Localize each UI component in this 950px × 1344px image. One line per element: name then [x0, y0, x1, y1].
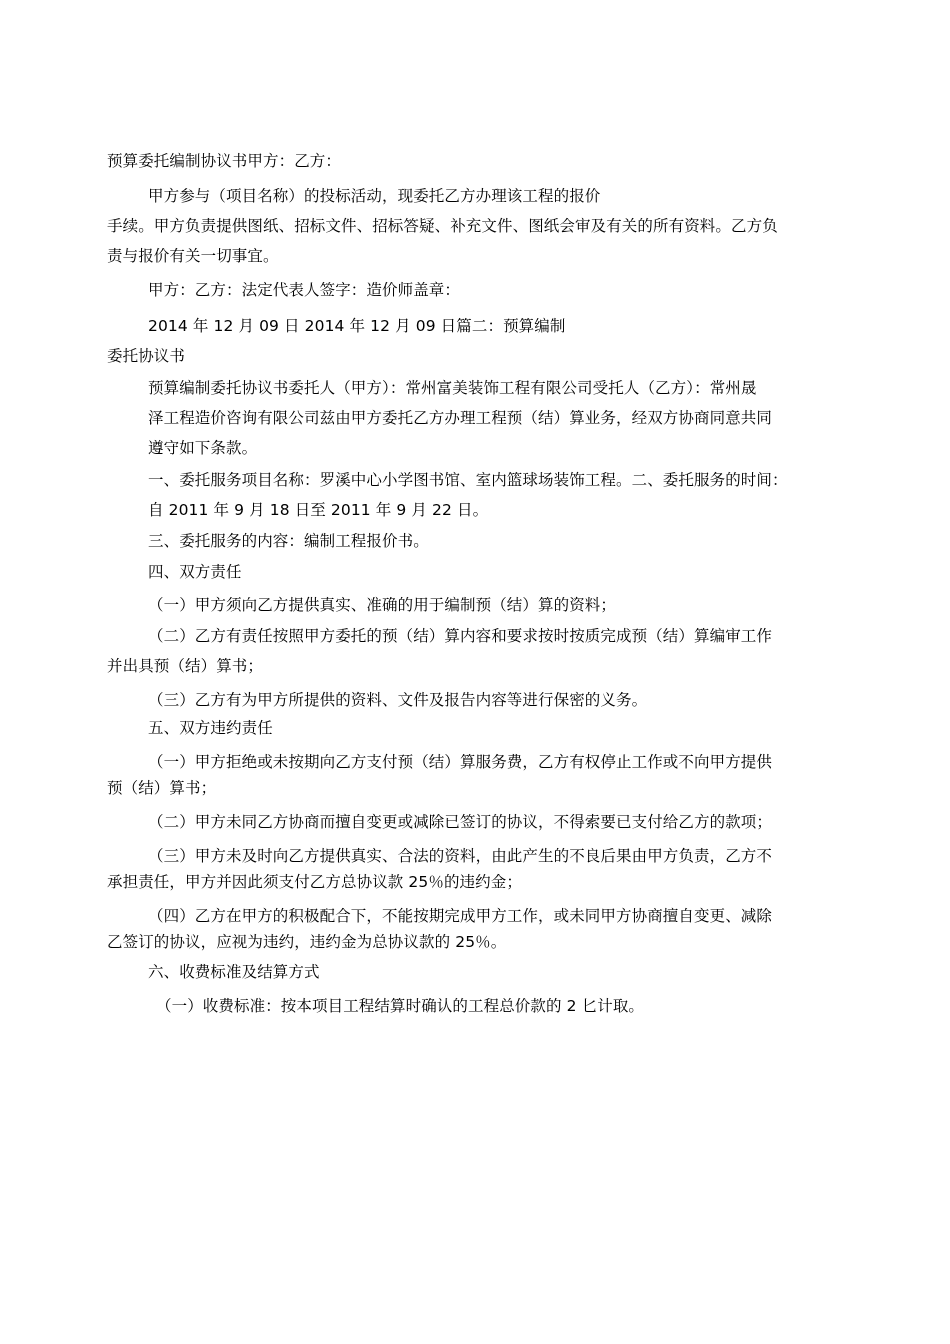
clause-line: 承担责任，甲方并因此须支付乙方总协议款 25％的违约金； [107, 873, 522, 891]
clause-line: 自 2011 年 9 月 18 日至 2011 年 9 月 22 日。 [148, 501, 489, 519]
clause-line: （一）甲方须向乙方提供真实、准确的用于编制预（结）算的资料； [148, 596, 617, 614]
section-heading: 四、双方责任 [148, 563, 242, 581]
section-heading: 六、收费标准及结算方式 [148, 963, 320, 981]
paragraph-line: 手续。甲方负责提供图纸、招标文件、招标答疑、补充文件、图纸会审及有关的所有资料。乙方负 [107, 217, 778, 235]
clause-line: 三、委托服务的内容：编制工程报价书。 [148, 532, 429, 550]
clause-line: 预（结）算书； [107, 779, 217, 797]
clause-line: （三）甲方未及时向乙方提供真实、合法的资料，由此产生的不良后果由甲方负责，乙方不 [148, 847, 773, 865]
clause-line: 乙签订的协议，应视为违约，违约金为总协议款的 25％。 [107, 933, 507, 951]
clause-line: （一）甲方拒绝或未按期向乙方支付预（结）算服务费，乙方有权停止工作或不向甲方提供 [148, 753, 773, 771]
date-line: 2014 年 12 月 09 日 2014 年 12 月 09 日篇二：预算编制 [148, 317, 566, 335]
section-heading: 五、双方违约责任 [148, 719, 273, 737]
section-title-line: 委托协议书 [107, 347, 186, 365]
signature-line: 甲方：乙方：法定代表人签字：造价师盖章： [148, 281, 461, 299]
paragraph-line: 预算编制委托协议书委托人（甲方）：常州富美装饰工程有限公司受托人（乙方）：常州晟 [148, 379, 757, 397]
clause-line: （二）乙方有责任按照甲方委托的预（结）算内容和要求按时按质完成预（结）算编审工作 [148, 627, 773, 645]
paragraph-line: 甲方参与（项目名称）的投标活动，现委托乙方办理该工程的报价 [148, 187, 601, 205]
clause-line: 一、委托服务项目名称：罗溪中心小学图书馆、室内篮球场装饰工程。二、委托服务的时间： [148, 471, 788, 489]
clause-line: （四）乙方在甲方的积极配合下，不能按期完成甲方工作，或未同甲方协商擅自变更、减除 [148, 907, 773, 925]
doc-title-line: 预算委托编制协议书甲方：乙方： [107, 152, 342, 170]
clause-line: 并出具预（结）算书； [107, 657, 264, 675]
clause-line: （二）甲方未同乙方协商而擅自变更或减除已签订的协议，不得索要已支付给乙方的款项； [148, 813, 773, 831]
paragraph-line: 责与报价有关一切事宜。 [107, 247, 279, 265]
paragraph-line: 遵守如下条款。 [148, 439, 258, 457]
clause-line: （一）收费标准：按本项目工程结算时确认的工程总价款的 2 匕计取。 [156, 997, 645, 1015]
clause-line: （三）乙方有为甲方所提供的资料、文件及报告内容等进行保密的义务。 [148, 691, 648, 709]
paragraph-line: 泽工程造价咨询有限公司兹由甲方委托乙方办理工程预（结）算业务，经双方协商同意共同 [148, 409, 773, 427]
